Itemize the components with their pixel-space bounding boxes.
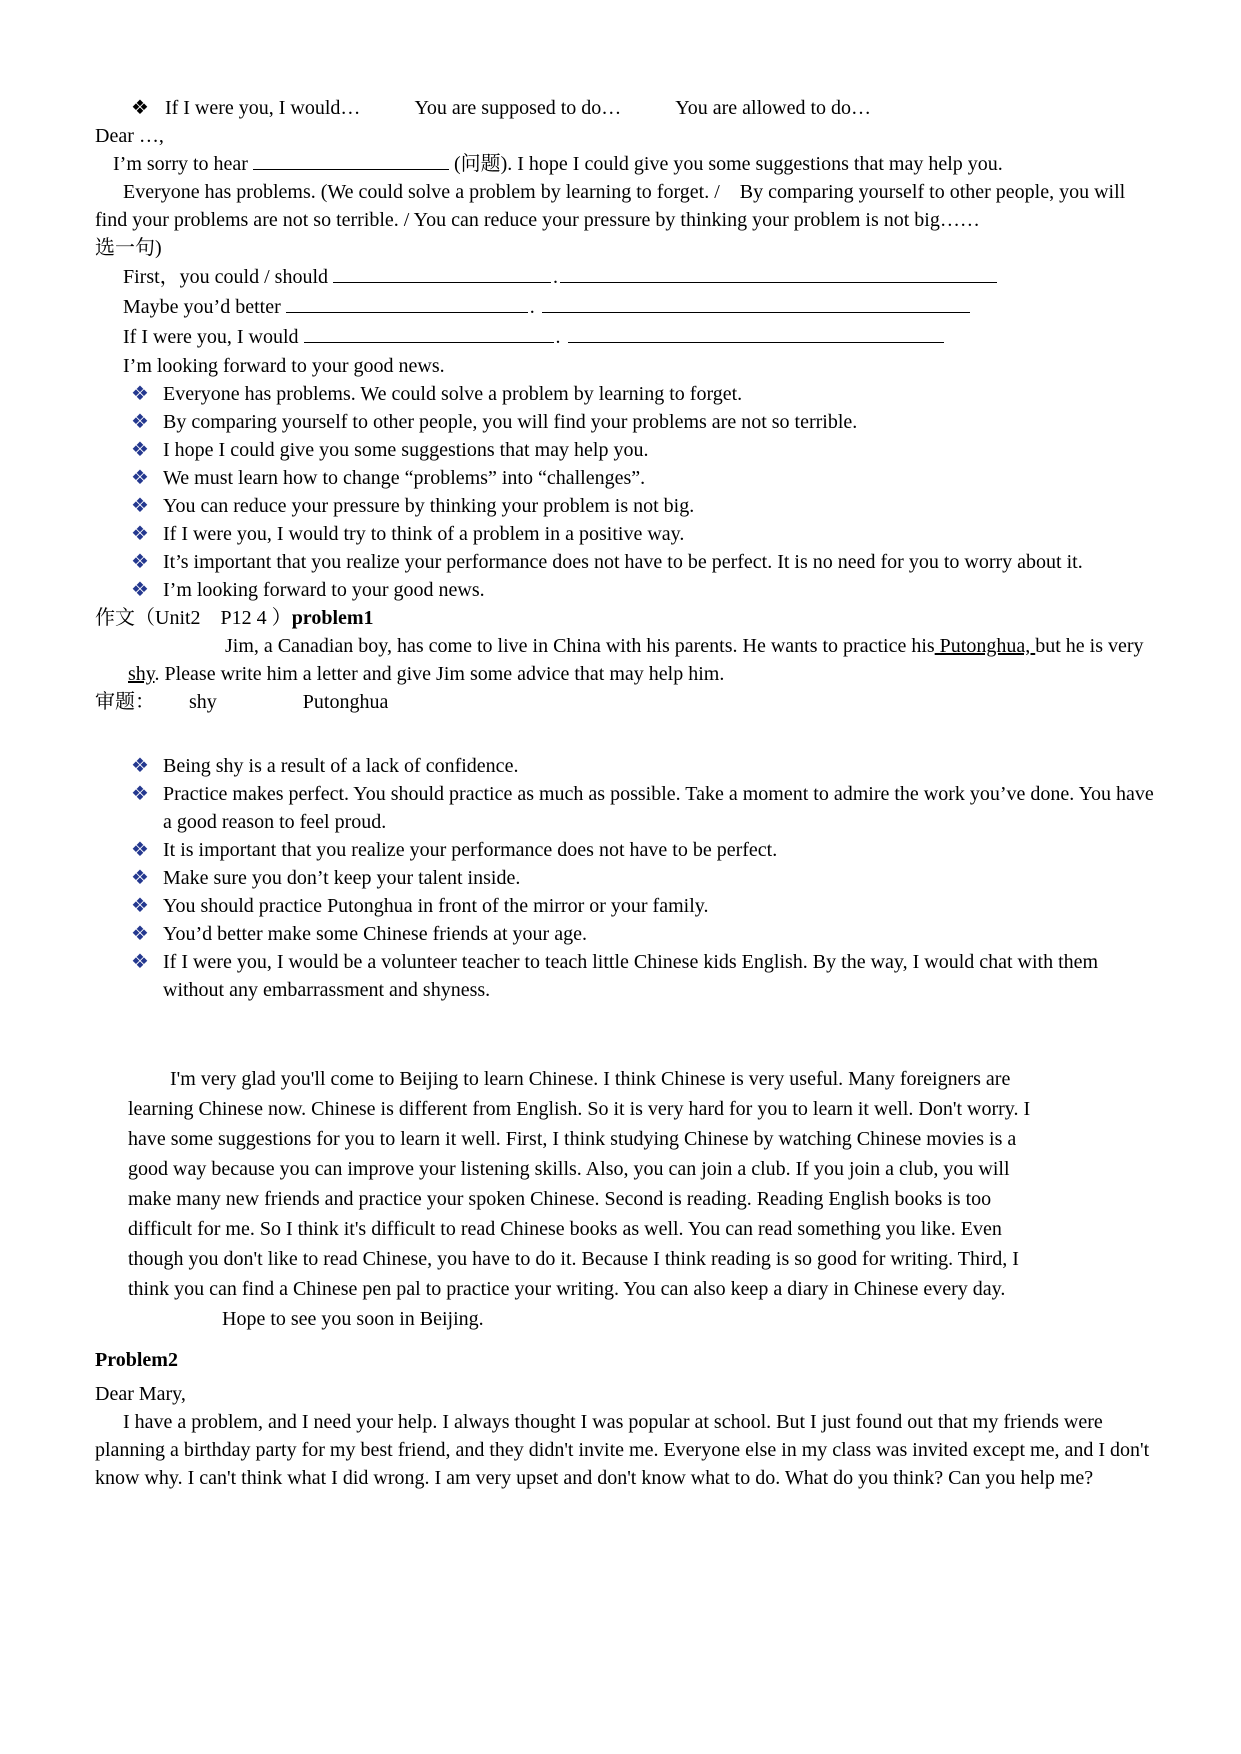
phrase-if-i-were-you: If I were you, I would… (164, 97, 361, 119)
fill-label: If I were you, I would (123, 326, 299, 348)
list-item-text: It’s important that you realize your performance does not have to be perfect. It is no need for you to worry about it. (163, 551, 1083, 573)
sample-essay-closing: Hope to see you soon in Beijing. (222, 1308, 484, 1330)
list-item-text: Make sure you don’t keep your talent inside. (163, 867, 521, 889)
separator: . (529, 296, 535, 318)
fill-in-blank (253, 150, 449, 170)
underlined-word-putonghua: Putonghua, (934, 635, 1036, 657)
fill-label: Maybe you’d better (123, 296, 281, 318)
list-item-text: You can reduce your pressure by thinking your problem is not big. (163, 495, 695, 517)
sample-essay-paragraph: I'm very glad you'll come to Beijing to learn Chinese. I think Chinese is very useful. Many foreigners are learning Chinese now. Chinese is different from English. So it is very hard for you to learn it well. Don't worry. I have some suggestions for you to learn it well. First, I think studying Chinese by watching Chinese movies is a good way because you can improve your listening skills. Also, you can join a club. If you join a club, you will make many new friends and practice your spoken Chinese. Second is reading. Reading English books is too difficult for me. So I think it's difficult to read Chinese books as well. You can read something you like. Even though you don't like to read Chinese, you have to do it. Because I think reading is so good for writing. Third, I think you can find a Chinese pen pal to practice your writing. You can also keep a diary in Chinese every day. (128, 1068, 1031, 1300)
diamond-bullet-icon: ❖ (131, 839, 149, 861)
diamond-bullet-icon: ❖ (131, 895, 149, 917)
separator: . (555, 326, 561, 348)
list-item (95, 548, 1155, 576)
fill-line-maybe (123, 292, 1155, 322)
list-item (95, 492, 1155, 520)
diamond-bullet-icon: ❖ (131, 495, 149, 517)
fill-in-blank (286, 293, 528, 313)
list-item (95, 780, 1155, 836)
list-item (95, 836, 1155, 864)
list-item (95, 864, 1155, 892)
list-item-text: Being shy is a result of a lack of confidence. (163, 755, 519, 777)
list-item (95, 892, 1155, 920)
fill-in-blank (304, 323, 554, 343)
prompt-text: . Please write him a letter and give Jim some advice that may help him. (154, 663, 725, 685)
list-item (95, 520, 1155, 548)
topic-analysis-line (95, 688, 1155, 716)
diamond-bullet-icon: ❖ (131, 383, 149, 405)
sorry-suffix: (问题). I hope I could give you some suggestions that may help you. (453, 153, 1003, 175)
analysis-word-shy: shy (189, 691, 217, 713)
list-item (95, 436, 1155, 464)
list-item-text: By comparing yourself to other people, you will find your problems are not so terrible. (163, 411, 858, 433)
diamond-bullet-icon: ❖ (131, 867, 149, 889)
problem2-salutation: Dear Mary, (95, 1383, 186, 1405)
sentence-bank-1 (95, 380, 1155, 604)
fill-in-blank (333, 263, 551, 283)
fill-in-blank (542, 293, 970, 313)
fill-in-blank (560, 263, 997, 283)
phrase-supposed-to: You are supposed to do… (414, 97, 622, 119)
fill-line-if-i-were (123, 322, 1155, 352)
assignment-heading (95, 604, 1155, 632)
letter-body-paragraph: Everyone has problems. (We could solve a problem by learning to forget. / By comparing yourself to other people, you will find your problems are not so terrible. / You can reduce your pressure by thinking your problem is not big…… (95, 181, 1126, 231)
problem1-prompt (128, 632, 1155, 688)
assignment-heading-problem1: problem1 (291, 607, 374, 629)
list-item-text: I hope I could give you some suggestions that may help you. (163, 439, 649, 461)
problem2-title: Problem2 (95, 1349, 178, 1371)
list-item (95, 920, 1155, 948)
fill-line-first (123, 262, 1155, 292)
list-item (95, 948, 1155, 1004)
diamond-bullet-icon: ❖ (131, 579, 149, 601)
diamond-bullet-icon: ❖ (131, 411, 149, 433)
list-item-text: I’m looking forward to your good news. (163, 579, 485, 601)
list-item-text: You should practice Putonghua in front of the mirror or your family. (163, 895, 709, 917)
list-item-text: Everyone has problems. We could solve a problem by learning to forget. (163, 383, 743, 405)
sorry-prefix: I’m sorry to hear (113, 153, 248, 175)
list-item (95, 408, 1155, 436)
letter-closing: I’m looking forward to your good news. (123, 355, 445, 377)
fill-label: First，you could / should (123, 266, 329, 288)
assignment-heading-cn: 作文（Unit2 P12 4 ） (95, 607, 292, 629)
list-item-text: If I were you, I would be a volunteer teacher to teach little Chinese kids English. By the way, I would chat with them without any embarrassment and shyness. (163, 951, 1099, 1001)
list-item-text: If I were you, I would try to think of a problem in a positive way. (163, 523, 685, 545)
choose-one-note: 选一句) (95, 237, 162, 259)
phrase-allowed-to: You are allowed to do… (675, 97, 872, 119)
sorry-line (95, 150, 1155, 178)
fill-in-blank (568, 323, 944, 343)
diamond-bullet-icon: ❖ (131, 439, 149, 461)
list-item (95, 576, 1155, 604)
list-item (95, 752, 1155, 780)
list-item (95, 380, 1155, 408)
problem2-paragraph: I have a problem, and I need your help. I always thought I was popular at school. But I just found out that my friends were planning a birthday party for my best friend, and they didn't invite me. Everyone else in my class was invited except me, and I don't know why. I can't think what I did wrong. I am very upset and don't know what to do. What do you think? Can you help me? (95, 1411, 1150, 1489)
diamond-bullet-icon: ❖ (131, 923, 149, 945)
list-item-text: Practice makes perfect. You should practice as much as possible. Take a moment to admire the work you’ve done. You have a good reason to feel proud. (163, 783, 1154, 833)
sentence-bank-2 (95, 752, 1155, 1004)
diamond-bullet-icon: ❖ (131, 783, 149, 805)
separator: . (553, 266, 559, 288)
diamond-bullet-icon: ❖ (131, 467, 149, 489)
diamond-bullet-icon: ❖ (131, 951, 149, 973)
diamond-bullet-icon: ❖ (131, 551, 149, 573)
diamond-bullet-icon: ❖ (131, 755, 149, 777)
analysis-label: 审题： (95, 691, 155, 713)
list-item (95, 464, 1155, 492)
phrase-row (95, 94, 1155, 122)
list-item-text: We must learn how to change “problems” into “challenges”. (163, 467, 646, 489)
letter-salutation: Dear …, (95, 125, 164, 147)
prompt-text: but he is very (1035, 635, 1144, 657)
prompt-text: Jim, a Canadian boy, has come to live in China with his parents. He wants to practice his (225, 635, 935, 657)
diamond-bullet-icon: ❖ (131, 97, 149, 119)
diamond-bullet-icon: ❖ (131, 523, 149, 545)
analysis-word-putonghua: Putonghua (302, 691, 389, 713)
list-item-text: It is important that you realize your performance does not have to be perfect. (163, 839, 778, 861)
list-item-text: You’d better make some Chinese friends at your age. (163, 923, 587, 945)
underlined-word-shy: shy (128, 663, 155, 685)
